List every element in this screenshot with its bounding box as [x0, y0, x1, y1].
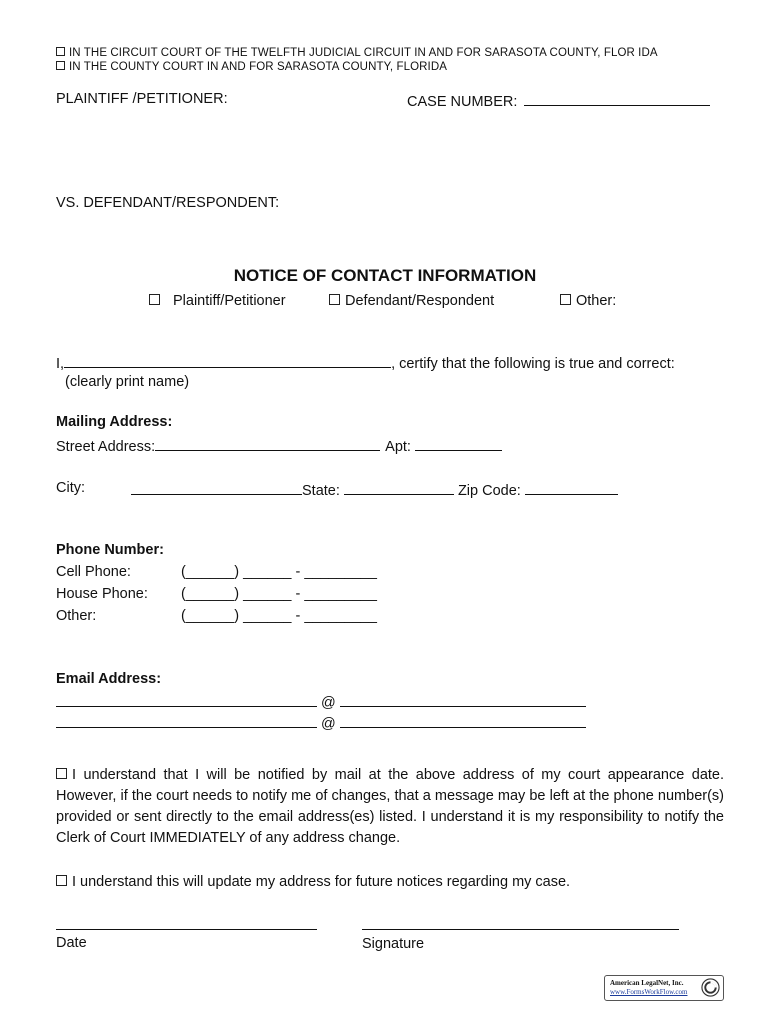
street-address-line[interactable] [155, 436, 380, 451]
certify-line [56, 353, 675, 372]
signature-label: Signature [362, 936, 425, 952]
role-option-label: Defendant/Respondent [345, 293, 495, 309]
role-option-other[interactable] [560, 293, 616, 309]
city-state-zip-row [131, 480, 618, 499]
case-number-field [407, 91, 710, 110]
county-court-checkbox[interactable] [56, 61, 65, 70]
email-at-sign: @ [321, 716, 336, 732]
role-option-label: Other: [576, 293, 617, 309]
acknowledgement-notify [56, 765, 724, 849]
email-user-line[interactable] [56, 692, 317, 707]
email-heading: Email Address: [56, 671, 162, 687]
case-number-label: CASE NUMBER: [407, 94, 518, 110]
page-title: NOTICE OF CONTACT INFORMATION [233, 266, 537, 285]
other-phone-label: Other: [56, 608, 97, 624]
acknowledgement-notify-text: I understand that I will be notified by mail at the above address of my court appearance date. However, if the court needs to notify me of changes, that a message may be left at the phone number(s) provided or sent directly to the email address(es) listed. I understand it is my responsibility to notify the Clerk of Court IMMEDIATELY of any address change. [56, 767, 724, 846]
cell-phone-field[interactable]: (______) ______ - _________ [181, 564, 377, 580]
print-name-hint: (clearly print name) [65, 374, 190, 390]
signature-line[interactable] [362, 929, 679, 930]
circuit-court-checkbox[interactable] [56, 47, 65, 56]
acknowledgement-update-text: I understand this will update my address for future notices regarding my case. [72, 874, 571, 890]
email-row-1 [56, 692, 586, 711]
other-checkbox[interactable] [560, 294, 571, 305]
state-line[interactable] [344, 480, 454, 495]
plaintiff-checkbox[interactable] [149, 294, 160, 305]
publisher-url-link[interactable]: www.FormsWorkFlow.com [610, 988, 688, 996]
phone-heading: Phone Number: [56, 542, 164, 558]
apt-line[interactable] [415, 436, 502, 451]
apt-label: Apt: [385, 439, 411, 455]
acknowledge-update-checkbox[interactable] [56, 875, 67, 886]
mailing-address-heading: Mailing Address: [56, 414, 173, 430]
plaintiff-label: PLAINTIFF /PETITIONER: [56, 91, 228, 107]
zip-line[interactable] [525, 480, 618, 495]
street-address-label: Street Address: [56, 439, 156, 455]
house-phone-label: House Phone: [56, 586, 148, 602]
certify-prefix: I, [56, 356, 65, 372]
date-label: Date [56, 935, 87, 951]
role-option-plaintiff[interactable] [149, 293, 286, 309]
street-address-row [56, 436, 502, 455]
acknowledgement-update [56, 872, 724, 893]
house-phone-field[interactable]: (______) ______ - _________ [181, 586, 377, 602]
publisher-logo [604, 975, 724, 1001]
court-line-circuit [56, 47, 658, 59]
email-domain-line[interactable] [340, 713, 586, 728]
email-user-line[interactable] [56, 713, 317, 728]
publisher-name: American LegalNet, Inc. [610, 979, 684, 987]
email-row-2 [56, 713, 586, 732]
certify-suffix: , certify that the following is true and correct: [391, 356, 675, 372]
role-option-label: Plaintiff/Petitioner [173, 293, 286, 309]
email-domain-line[interactable] [340, 692, 586, 707]
date-line[interactable] [56, 929, 317, 930]
city-label: City: [56, 480, 85, 496]
email-at-sign: @ [321, 695, 336, 711]
acknowledge-notify-checkbox[interactable] [56, 768, 67, 779]
seal-icon [701, 978, 720, 997]
print-name-line[interactable] [64, 353, 391, 368]
defendant-checkbox[interactable] [329, 294, 340, 305]
state-label: State: [302, 483, 340, 499]
city-line[interactable] [131, 480, 302, 495]
case-number-line[interactable] [524, 91, 710, 106]
county-court-text: IN THE COUNTY COURT IN AND FOR SARASOTA COUNTY, FLORIDA [69, 61, 448, 73]
cell-phone-label: Cell Phone: [56, 564, 131, 580]
role-option-defendant[interactable] [329, 293, 494, 309]
court-line-county [56, 61, 447, 73]
circuit-court-text: IN THE CIRCUIT COURT OF THE TWELFTH JUDICIAL CIRCUIT IN AND FOR SARASOTA COUNTY, FLOR IDA [69, 47, 658, 59]
other-phone-field[interactable]: (______) ______ - _________ [181, 608, 377, 624]
defendant-label: VS. DEFENDANT/RESPONDENT: [56, 195, 280, 211]
zip-label: Zip Code: [457, 483, 521, 499]
